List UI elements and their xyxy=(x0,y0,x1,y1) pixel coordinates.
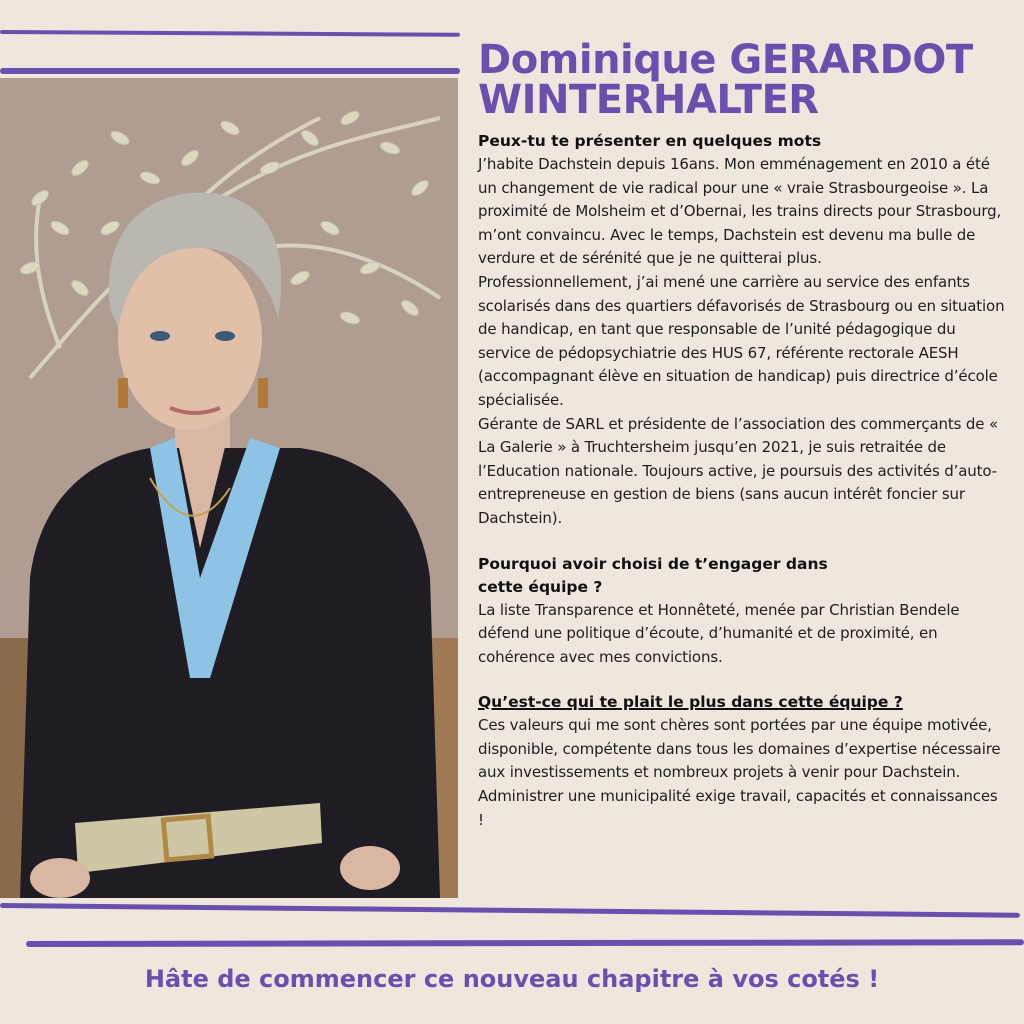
answer-presentation-paragraph-1: J’habite Dachstein depuis 16ans. Mon emménagement en 2010 a été un changement de vie radical pour une « vraie Strasbourgeoise ». La proximité de Molsheim et d’Obernai, les trains directs pour Strasbourg, m’ont convaincu. Avec le temps, Dachstein est devenu ma bulle de verdure et de sérénité que je ne quitterai plus. xyxy=(478,155,1002,268)
page-title xyxy=(478,37,1024,123)
decorative-stroke-photo-top xyxy=(0,68,460,74)
question-team: Qu’est-ce qui te plait le plus dans cette équipe ? xyxy=(478,693,903,712)
portrait-photo xyxy=(0,78,458,898)
decorative-stroke-bottom-1 xyxy=(0,903,1020,918)
answer-team: Ces valeurs qui me sont chères sont portées par une équipe motivée, disponible, compétente dans tous les domaines d’expertise nécessaire aux investissements et nombreux projets à venir pour Dachstein. Administrer une municipalité exige travail, capacités et connaissances ! xyxy=(478,716,1001,829)
answer-presentation-paragraph-3: Gérante de SARL et présidente de l’association des commerçants de « La Galerie » à Truchtersheim jusqu’en 2021, je suis retraitée de l’Education nationale. Toujours active, je poursuis des activités d’auto- entrepreneuse en gestion de biens (sans aucun intérêt foncier sur Dachstein). xyxy=(478,414,998,527)
question-engagement-line-1: Pourquoi avoir choisi de t’engager dans xyxy=(478,554,828,573)
answer-engagement: La liste Transparence et Honnêteté, menée par Christian Bendele défend une politique d’écoute, d’humanité et de proximité, en cohérence avec mes convictions. xyxy=(478,600,960,666)
interview-content xyxy=(478,130,1008,832)
portrait-illustration xyxy=(0,78,458,898)
decorative-stroke-top xyxy=(0,30,460,37)
decorative-stroke-bottom-2 xyxy=(26,939,1024,947)
question-engagement-line-2: cette équipe ? xyxy=(478,577,603,596)
footer-tagline: Hâte de commencer ce nouveau chapitre à vos cotés ! xyxy=(144,965,880,993)
question-presentation: Peux-tu te présenter en quelques mots xyxy=(478,132,822,150)
name-line-1: Dominique GERARDOT xyxy=(478,37,973,83)
answer-presentation-paragraph-2: Professionnellement, j’ai mené une carrière au service des enfants scolarisés dans des quartiers défavorisés de Strasbourg ou en situation de handicap, en tant que responsable de l’unité pédagogique du service de pédopsychiatrie des HUS 67, référente rectorale AESH (accompagnant élève en situation de handicap) puis directrice d’école spécialisée. xyxy=(478,272,1005,409)
name-line-2: WINTERHALTER xyxy=(478,77,819,123)
